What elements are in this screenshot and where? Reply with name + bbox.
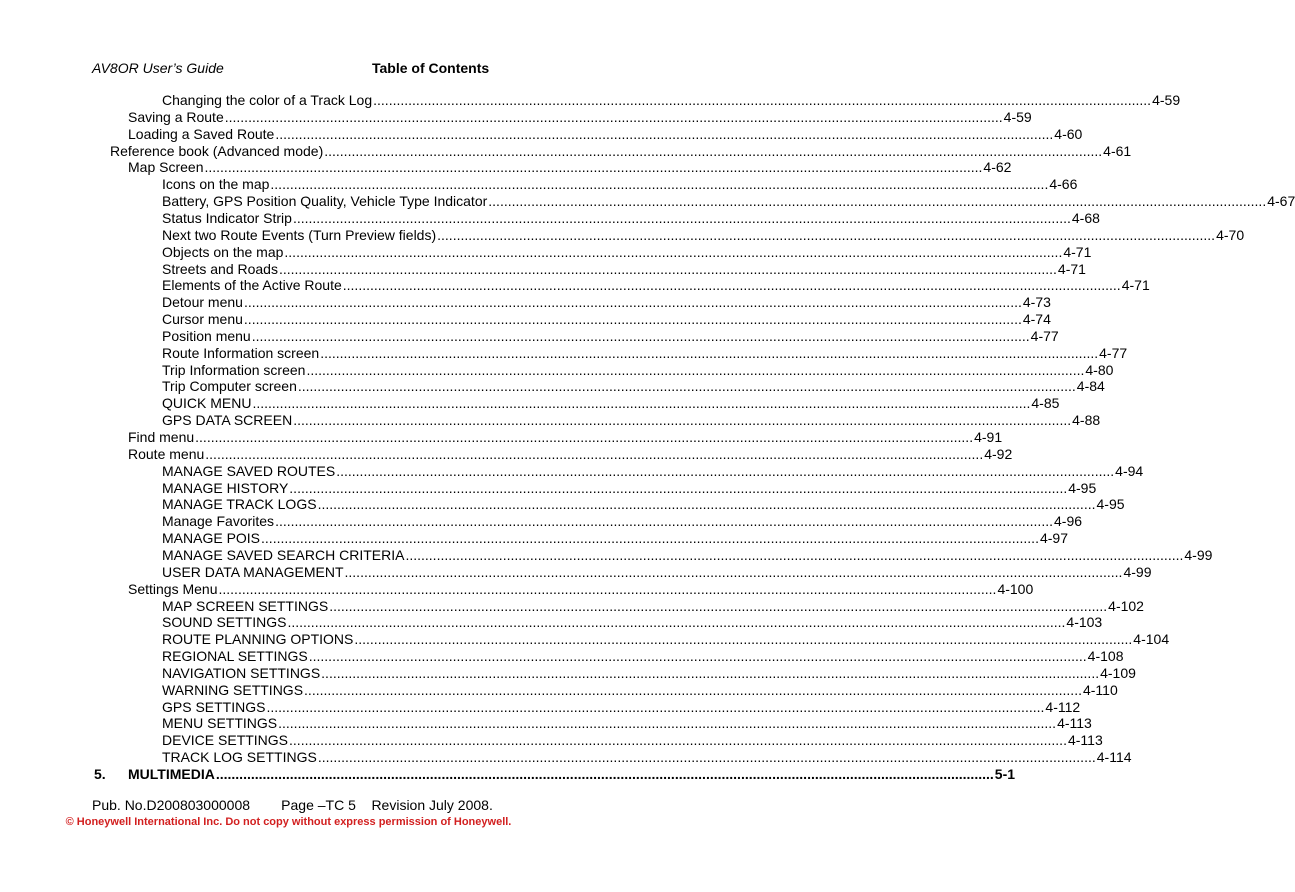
toc-entry[interactable] <box>162 328 1059 345</box>
toc-entry[interactable] <box>162 92 1181 109</box>
toc-entry[interactable] <box>162 513 1083 530</box>
toc-entry[interactable] <box>162 564 1152 581</box>
toc-entry[interactable] <box>162 261 1086 278</box>
toc-entry-page: 4-73 <box>1022 294 1051 310</box>
publication-number: Pub. No.D200803000008 <box>92 797 251 813</box>
toc-entry-title: Route menu <box>128 446 205 462</box>
toc-entry[interactable] <box>162 345 1128 362</box>
dot-leader: ........................................................................................................................................................................................................ <box>344 564 1123 580</box>
toc-entry-title: Map Screen <box>128 159 204 175</box>
toc-entry[interactable] <box>128 581 1034 598</box>
dot-leader: ........................................................................................................................................................................................................ <box>488 193 1267 209</box>
dot-leader: ........................................................................................................................................................................................................ <box>275 126 1054 142</box>
toc-entry-title: Manage Favorites <box>162 513 275 529</box>
toc-entry-page: 4-99 <box>1184 547 1213 563</box>
toc-entry-title: Trip Information screen <box>162 362 306 378</box>
toc-entry-page: 4-84 <box>1076 378 1105 394</box>
toc-entry-page: 4-113 <box>1067 732 1103 748</box>
dot-leader: ........................................................................................................................................................................................................ <box>251 328 1030 344</box>
dot-leader: ........................................................................................................................................................................................................ <box>243 294 1022 310</box>
dot-leader: ........................................................................................................................................................................................................ <box>321 665 1100 681</box>
toc-entry[interactable] <box>128 159 1012 176</box>
dot-leader: ........................................................................................................................................................................................................ <box>278 715 1057 731</box>
toc-entry-title: Detour menu <box>162 294 243 310</box>
toc-entry-page: 4-103 <box>1066 614 1103 630</box>
toc-entry[interactable] <box>128 429 1003 446</box>
dot-leader: ........................................................................................................................................................................................................ <box>373 92 1152 108</box>
toc-entry-title: Reference book (Advanced mode) <box>110 143 324 159</box>
toc-entry-page: 4-71 <box>1121 277 1150 293</box>
dot-leader: ........................................................................................................................................................................................................ <box>342 277 1121 293</box>
dot-leader: ........................................................................................................................................................................................................ <box>215 766 994 782</box>
toc-entry-title: MULTIMEDIA <box>128 766 215 782</box>
toc-entry[interactable] <box>110 143 1132 160</box>
toc-entry[interactable] <box>162 496 1125 513</box>
dot-leader: ........................................................................................................................................................................................................ <box>329 598 1108 614</box>
toc-entry-title: DEVICE SETTINGS <box>162 732 289 748</box>
toc-entry[interactable] <box>162 463 1144 480</box>
toc-entry[interactable] <box>162 395 1060 412</box>
toc-entry[interactable] <box>162 176 1078 193</box>
toc-entry-page: 4-59 <box>1152 92 1181 108</box>
section-title: Table of Contents <box>372 60 490 76</box>
toc-entry-title: REGIONAL SETTINGS <box>162 648 308 664</box>
toc-entry-title: MANAGE SAVED SEARCH CRITERIA <box>162 547 405 563</box>
toc-entry-page: 4-100 <box>997 581 1034 597</box>
dot-leader: ........................................................................................................................................................................................................ <box>252 395 1031 411</box>
toc-entry-page: 4-95 <box>1096 496 1125 512</box>
dot-leader: ........................................................................................................................................................................................................ <box>195 429 974 445</box>
toc-entry-title: MANAGE SAVED ROUTES <box>162 463 336 479</box>
dot-leader: ........................................................................................................................................................................................................ <box>289 732 1067 748</box>
toc-entry-title: Find menu <box>128 429 195 445</box>
toc-entry-page: 4-97 <box>1039 530 1068 546</box>
toc-entry[interactable] <box>162 378 1105 395</box>
toc-entry-title: Cursor menu <box>162 311 243 327</box>
toc-entry-page: 4-71 <box>1057 261 1086 277</box>
toc-entry-title: MANAGE TRACK LOGS <box>162 496 317 512</box>
toc-entry-page: 4-94 <box>1115 463 1144 479</box>
dot-leader: ........................................................................................................................................................................................................ <box>205 446 984 462</box>
dot-leader: ........................................................................................................................................................................................................ <box>354 631 1133 647</box>
dot-leader: ........................................................................................................................................................................................................ <box>266 699 1045 715</box>
toc-entry-title: NAVIGATION SETTINGS <box>162 665 321 681</box>
dot-leader: ........................................................................................................................................................................................................ <box>405 547 1184 563</box>
toc-entry-page: 4-113 <box>1057 715 1092 731</box>
dot-leader: ........................................................................................................................................................................................................ <box>284 244 1063 260</box>
toc-entry-title: Elements of the Active Route <box>162 277 342 293</box>
toc-entry-title: ROUTE PLANNING OPTIONS <box>162 631 354 647</box>
toc-entry[interactable] <box>162 412 1101 429</box>
toc-entry[interactable] <box>162 732 1103 749</box>
toc-entry-page: 4-70 <box>1216 227 1245 243</box>
dot-leader: ........................................................................................................................................................................................................ <box>308 648 1087 664</box>
toc-entry-title: GPS DATA SCREEN <box>162 412 293 428</box>
dot-leader: ........................................................................................................................................................................................................ <box>289 480 1068 496</box>
toc-entry-title: QUICK MENU <box>162 395 252 411</box>
dot-leader: ........................................................................................................................................................................................................ <box>317 749 1096 765</box>
toc-entry[interactable] <box>162 530 1068 547</box>
toc-entry[interactable] <box>162 244 1092 261</box>
toc-entry-page: 4-71 <box>1063 244 1092 260</box>
toc-entry-title: TRACK LOG SETTINGS <box>162 749 317 765</box>
toc-entry[interactable] <box>162 294 1051 311</box>
toc-entry[interactable] <box>162 311 1051 328</box>
dot-leader: ........................................................................................................................................................................................................ <box>275 513 1053 529</box>
toc-entry-title: MANAGE HISTORY <box>162 480 289 496</box>
toc-entry-page: 4-74 <box>1022 311 1051 327</box>
page-number: Page –TC 5 <box>281 797 356 813</box>
toc-entry-title: GPS SETTINGS <box>162 699 266 715</box>
toc-entry-title: WARNING SETTINGS <box>162 682 304 698</box>
toc-entry[interactable] <box>162 362 1114 379</box>
toc-entry-page: 4-60 <box>1054 126 1083 142</box>
dot-leader: ........................................................................................................................................................................................................ <box>320 345 1099 361</box>
toc-entry[interactable] <box>162 598 1144 615</box>
toc-entry-page: 4-66 <box>1049 176 1078 192</box>
dot-leader: ........................................................................................................................................................................................................ <box>437 227 1216 243</box>
toc-entry-page: 4-62 <box>983 159 1012 175</box>
toc-entry-number: 5. <box>94 766 106 782</box>
toc-entry-title: USER DATA MANAGEMENT <box>162 564 344 580</box>
toc-entry[interactable] <box>128 126 1083 143</box>
toc-entry[interactable] <box>162 547 1213 564</box>
dot-leader: ........................................................................................................................................................................................................ <box>278 261 1057 277</box>
toc-entry[interactable] <box>162 210 1100 227</box>
toc-entry-page: 4-109 <box>1100 665 1136 681</box>
toc-entry-page: 4-112 <box>1045 699 1081 715</box>
page-footer <box>92 797 493 813</box>
dot-leader: ........................................................................................................................................................................................................ <box>261 530 1039 546</box>
document-title: AV8OR User’s Guide <box>92 60 224 76</box>
toc-entry-page: 4-85 <box>1031 395 1060 411</box>
revision-date: Revision July 2008. <box>371 797 493 813</box>
toc-entry-page: 4-80 <box>1085 362 1114 378</box>
dot-leader: ........................................................................................................................................................................................................ <box>287 614 1066 630</box>
toc-entry[interactable] <box>162 648 1124 665</box>
toc-entry[interactable] <box>162 749 1132 766</box>
toc-entry[interactable] <box>162 480 1097 497</box>
toc-entry[interactable] <box>162 614 1103 631</box>
toc-entry-title: Saving a Route <box>128 109 224 125</box>
toc-entry-title: Route Information screen <box>162 345 320 361</box>
toc-entry-title: Settings Menu <box>128 581 218 597</box>
copyright-notice: © Honeywell International Inc. Do not copy without express permission of Honeywell. <box>65 816 512 828</box>
dot-leader: ........................................................................................................................................................................................................ <box>297 378 1076 394</box>
toc-entry[interactable] <box>162 193 1295 210</box>
toc-entry-title: MAP SCREEN SETTINGS <box>162 598 329 614</box>
toc-entry[interactable] <box>162 277 1150 294</box>
toc-entry-page: 4-110 <box>1082 682 1118 698</box>
toc-entry[interactable] <box>128 109 1032 126</box>
toc-entry-page: 4-92 <box>984 446 1013 462</box>
toc-entry[interactable] <box>162 715 1092 732</box>
toc-entry-page: 4-99 <box>1123 564 1152 580</box>
toc-entry-title: Streets and Roads <box>162 261 278 277</box>
toc-entry-page: 4-96 <box>1054 513 1083 529</box>
dot-leader: ........................................................................................................................................................................................................ <box>306 362 1085 378</box>
dot-leader: ........................................................................................................................................................................................................ <box>317 496 1096 512</box>
dot-leader: ........................................................................................................................................................................................................ <box>224 109 1003 125</box>
toc-entry-page: 4-68 <box>1071 210 1100 226</box>
dot-leader: ........................................................................................................................................................................................................ <box>292 210 1071 226</box>
dot-leader: ........................................................................................................................................................................................................ <box>270 176 1049 192</box>
toc-entry-page: 4-102 <box>1108 598 1144 614</box>
toc-entry-title: Trip Computer screen <box>162 378 297 394</box>
toc-entry-title: MANAGE POIS <box>162 530 261 546</box>
toc-entry-page: 4-95 <box>1068 480 1097 496</box>
toc-entry-page: 4-104 <box>1133 631 1170 647</box>
toc-entry[interactable] <box>162 227 1245 244</box>
toc-entry-page: 4-67 <box>1267 193 1295 209</box>
dot-leader: ........................................................................................................................................................................................................ <box>336 463 1115 479</box>
toc-entry-title: Icons on the map <box>162 176 270 192</box>
toc-entry-title: Battery, GPS Position Quality, Vehicle Type Indicator <box>162 193 488 209</box>
toc-entry-page: 4-61 <box>1103 143 1132 159</box>
toc-entry[interactable] <box>162 665 1136 682</box>
toc-entry-page: 4-59 <box>1003 109 1032 125</box>
toc-entry-title: MENU SETTINGS <box>162 715 278 731</box>
dot-leader: ........................................................................................................................................................................................................ <box>324 143 1103 159</box>
toc-entry[interactable] <box>162 699 1081 716</box>
toc-entry-page: 4-77 <box>1030 328 1059 344</box>
dot-leader: ........................................................................................................................................................................................................ <box>293 412 1072 428</box>
toc-entry-page: 5-1 <box>994 766 1016 782</box>
toc-entry[interactable] <box>94 766 1016 783</box>
toc-entry[interactable] <box>162 682 1118 699</box>
toc-entry-page: 4-91 <box>974 429 1003 445</box>
toc-entry[interactable] <box>162 631 1170 648</box>
toc-entry-title: Changing the color of a Track Log <box>162 92 373 108</box>
toc-entry-page: 4-77 <box>1099 345 1128 361</box>
toc-entry-title: SOUND SETTINGS <box>162 614 287 630</box>
dot-leader: ........................................................................................................................................................................................................ <box>243 311 1022 327</box>
toc-entry-title: Loading a Saved Route <box>128 126 275 142</box>
dot-leader: ........................................................................................................................................................................................................ <box>218 581 997 597</box>
dot-leader: ........................................................................................................................................................................................................ <box>304 682 1082 698</box>
toc-entry-page: 4-108 <box>1087 648 1124 664</box>
toc-entry-title: Status Indicator Strip <box>162 210 292 226</box>
toc-entry-page: 4-88 <box>1072 412 1101 428</box>
dot-leader: ........................................................................................................................................................................................................ <box>204 159 983 175</box>
toc-entry-title: Next two Route Events (Turn Preview fields) <box>162 227 437 243</box>
toc-entry-page: 4-114 <box>1096 749 1132 765</box>
toc-entry-title: Objects on the map <box>162 244 284 260</box>
toc-entry[interactable] <box>128 446 1013 463</box>
toc-entry-title: Position menu <box>162 328 251 344</box>
